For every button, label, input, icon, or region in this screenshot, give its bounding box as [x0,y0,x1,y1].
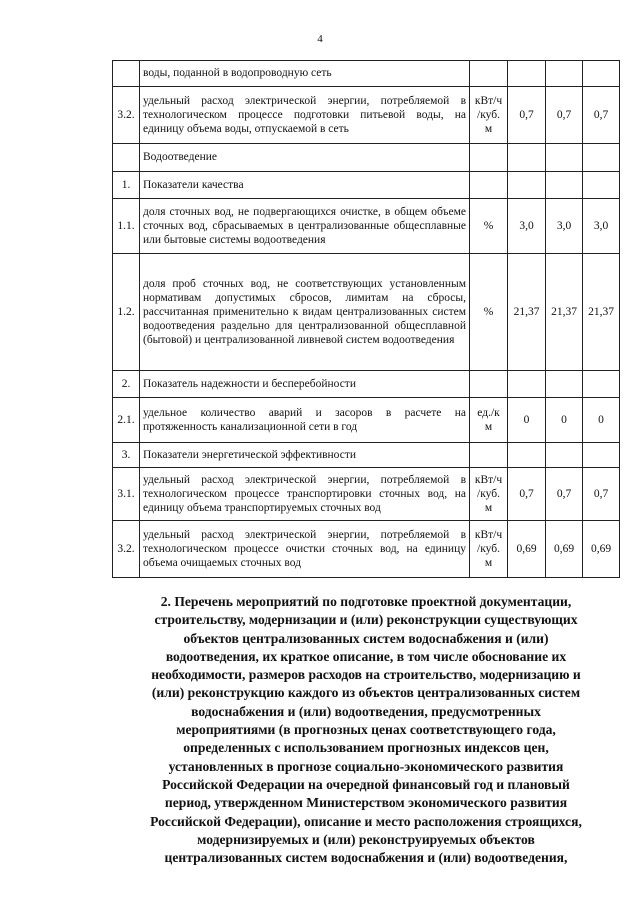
row-value-2: 21,37 [546,254,583,371]
heading-line: Российской Федерации), описание и место расположения строящихся, [150,813,582,829]
row-value-3 [583,144,620,172]
row-value-1: 0,7 [508,87,546,144]
row-value-1 [508,61,546,87]
row-value-1: 21,37 [508,254,546,371]
row-unit [470,443,508,468]
row-number: 1.2. [113,254,140,371]
row-number: 2. [113,371,140,398]
page-number: 4 [317,33,323,45]
heading-line: водоснабжения и (или) водоотведения, предусмотренных [191,703,541,719]
heading-line: строительству, модернизации и (или) реконструкции существующих [154,612,578,628]
row-value-2: 0,7 [546,87,583,144]
section-heading [110,593,622,867]
table-row [113,468,620,521]
row-value-2 [546,61,583,87]
table-row [113,398,620,443]
row-number [113,144,140,172]
row-description: удельное количество аварий и засоров в расчете на протяженность канализационной сети в год [140,398,470,443]
row-value-3: 0,7 [583,468,620,521]
row-value-2 [546,443,583,468]
table-row [113,144,620,172]
row-description: доля проб сточных вод, не соответствующих установленным нормативам допустимых сбросов, лимитам на сбросы, рассчитанная применительно к видам централизованных систем водоотведения раздельно для централизованной общесплавной (бытовой) и централизованной ливневой систем водоотведения [140,254,470,371]
table-row [113,172,620,199]
row-value-3: 0,7 [583,87,620,144]
row-value-1: 3,0 [508,199,546,254]
row-number: 3.2. [113,521,140,578]
row-description: Показатель надежности и бесперебойности [140,371,470,398]
row-unit [470,172,508,199]
heading-line: определенных с использованием прогнозных индексов цен, [183,740,549,756]
row-unit: % [470,254,508,371]
row-number: 3. [113,443,140,468]
table-row [113,87,620,144]
heading-line: необходимости, размеров расходов на строительство, модернизацию и [151,667,581,683]
row-value-2: 0,69 [546,521,583,578]
row-value-2 [546,144,583,172]
table-row [113,254,620,371]
heading-line: централизованных систем водоснабжения и (или) водоотведения, [164,850,568,866]
row-unit: % [470,199,508,254]
row-unit [470,144,508,172]
heading-line: установленных в прогнозе социально-экономического развития [168,758,564,774]
row-value-2: 0 [546,398,583,443]
row-unit [470,61,508,87]
row-number: 1. [113,172,140,199]
row-value-3: 21,37 [583,254,620,371]
row-value-1 [508,443,546,468]
row-unit [470,371,508,398]
row-value-2 [546,371,583,398]
row-value-3 [583,443,620,468]
heading-line: период, утвержденном Министерством экономического развития [164,795,568,811]
heading-line: Российской Федерации на очередной финансовый год и плановый [162,776,570,792]
row-number [113,61,140,87]
row-number: 2.1. [113,398,140,443]
row-description: Водоотведение [140,144,470,172]
row-value-2: 0,7 [546,468,583,521]
heading-line: 2. Перечень мероприятий по подготовке проектной документации, [160,594,572,609]
row-value-3 [583,61,620,87]
table-row [113,61,620,87]
row-value-3: 0,69 [583,521,620,578]
table-row [113,199,620,254]
row-unit: кВт/ч /куб. м [470,521,508,578]
row-value-3: 3,0 [583,199,620,254]
row-unit: кВт/ч /куб. м [470,468,508,521]
row-unit: ед./к м [470,398,508,443]
row-value-3: 0 [583,398,620,443]
indicators-table-body [113,61,620,578]
table-row [113,371,620,398]
row-value-1: 0,7 [508,468,546,521]
row-value-2: 3,0 [546,199,583,254]
row-number: 3.1. [113,468,140,521]
row-value-3 [583,371,620,398]
row-description: удельный расход электрической энергии, потребляемой в технологическом процессе очистки сточных вод, на единицу объема очищаемых сточных вод [140,521,470,578]
row-value-1: 0,69 [508,521,546,578]
heading-line: водоотведения, их краткое описание, в том числе обоснование их [165,648,567,664]
table-row [113,443,620,468]
row-value-3 [583,172,620,199]
row-description: удельный расход электрической энергии, потребляемой в технологическом процессе транспортировки сточных вод, на единицу объема транспортируемых сточных вод [140,468,470,521]
row-description: удельный расход электрической энергии, потребляемой в технологическом процессе подготовки питьевой воды, на единицу объема воды, отпускаемой в сеть [140,87,470,144]
row-unit: кВт/ч /куб. м [470,87,508,144]
row-value-2 [546,172,583,199]
row-description: Показатели качества [140,172,470,199]
row-number: 3.2. [113,87,140,144]
row-number: 1.1. [113,199,140,254]
row-value-1 [508,371,546,398]
row-value-1: 0 [508,398,546,443]
heading-line: мероприятиями (в прогнозных ценах соответствующего года, [176,722,556,738]
heading-line: модернизируемых и (или) реконструируемых объектов [197,831,535,847]
table-row [113,521,620,578]
row-description: воды, поданной в водопроводную сеть [140,61,470,87]
row-description: доля сточных вод, не подвергающихся очистке, в общем объеме сточных вод, сбрасываемых в централизованные общесплавные или бытовые системы водоотведения [140,199,470,254]
indicators-table [112,60,620,578]
row-value-1 [508,144,546,172]
heading-line: (или) реконструкцию каждого из объектов централизованных систем [151,685,581,701]
row-value-1 [508,172,546,199]
row-description: Показатели энергетической эффективности [140,443,470,468]
heading-line: объектов централизованных систем водоснабжения и (или) [183,630,549,646]
